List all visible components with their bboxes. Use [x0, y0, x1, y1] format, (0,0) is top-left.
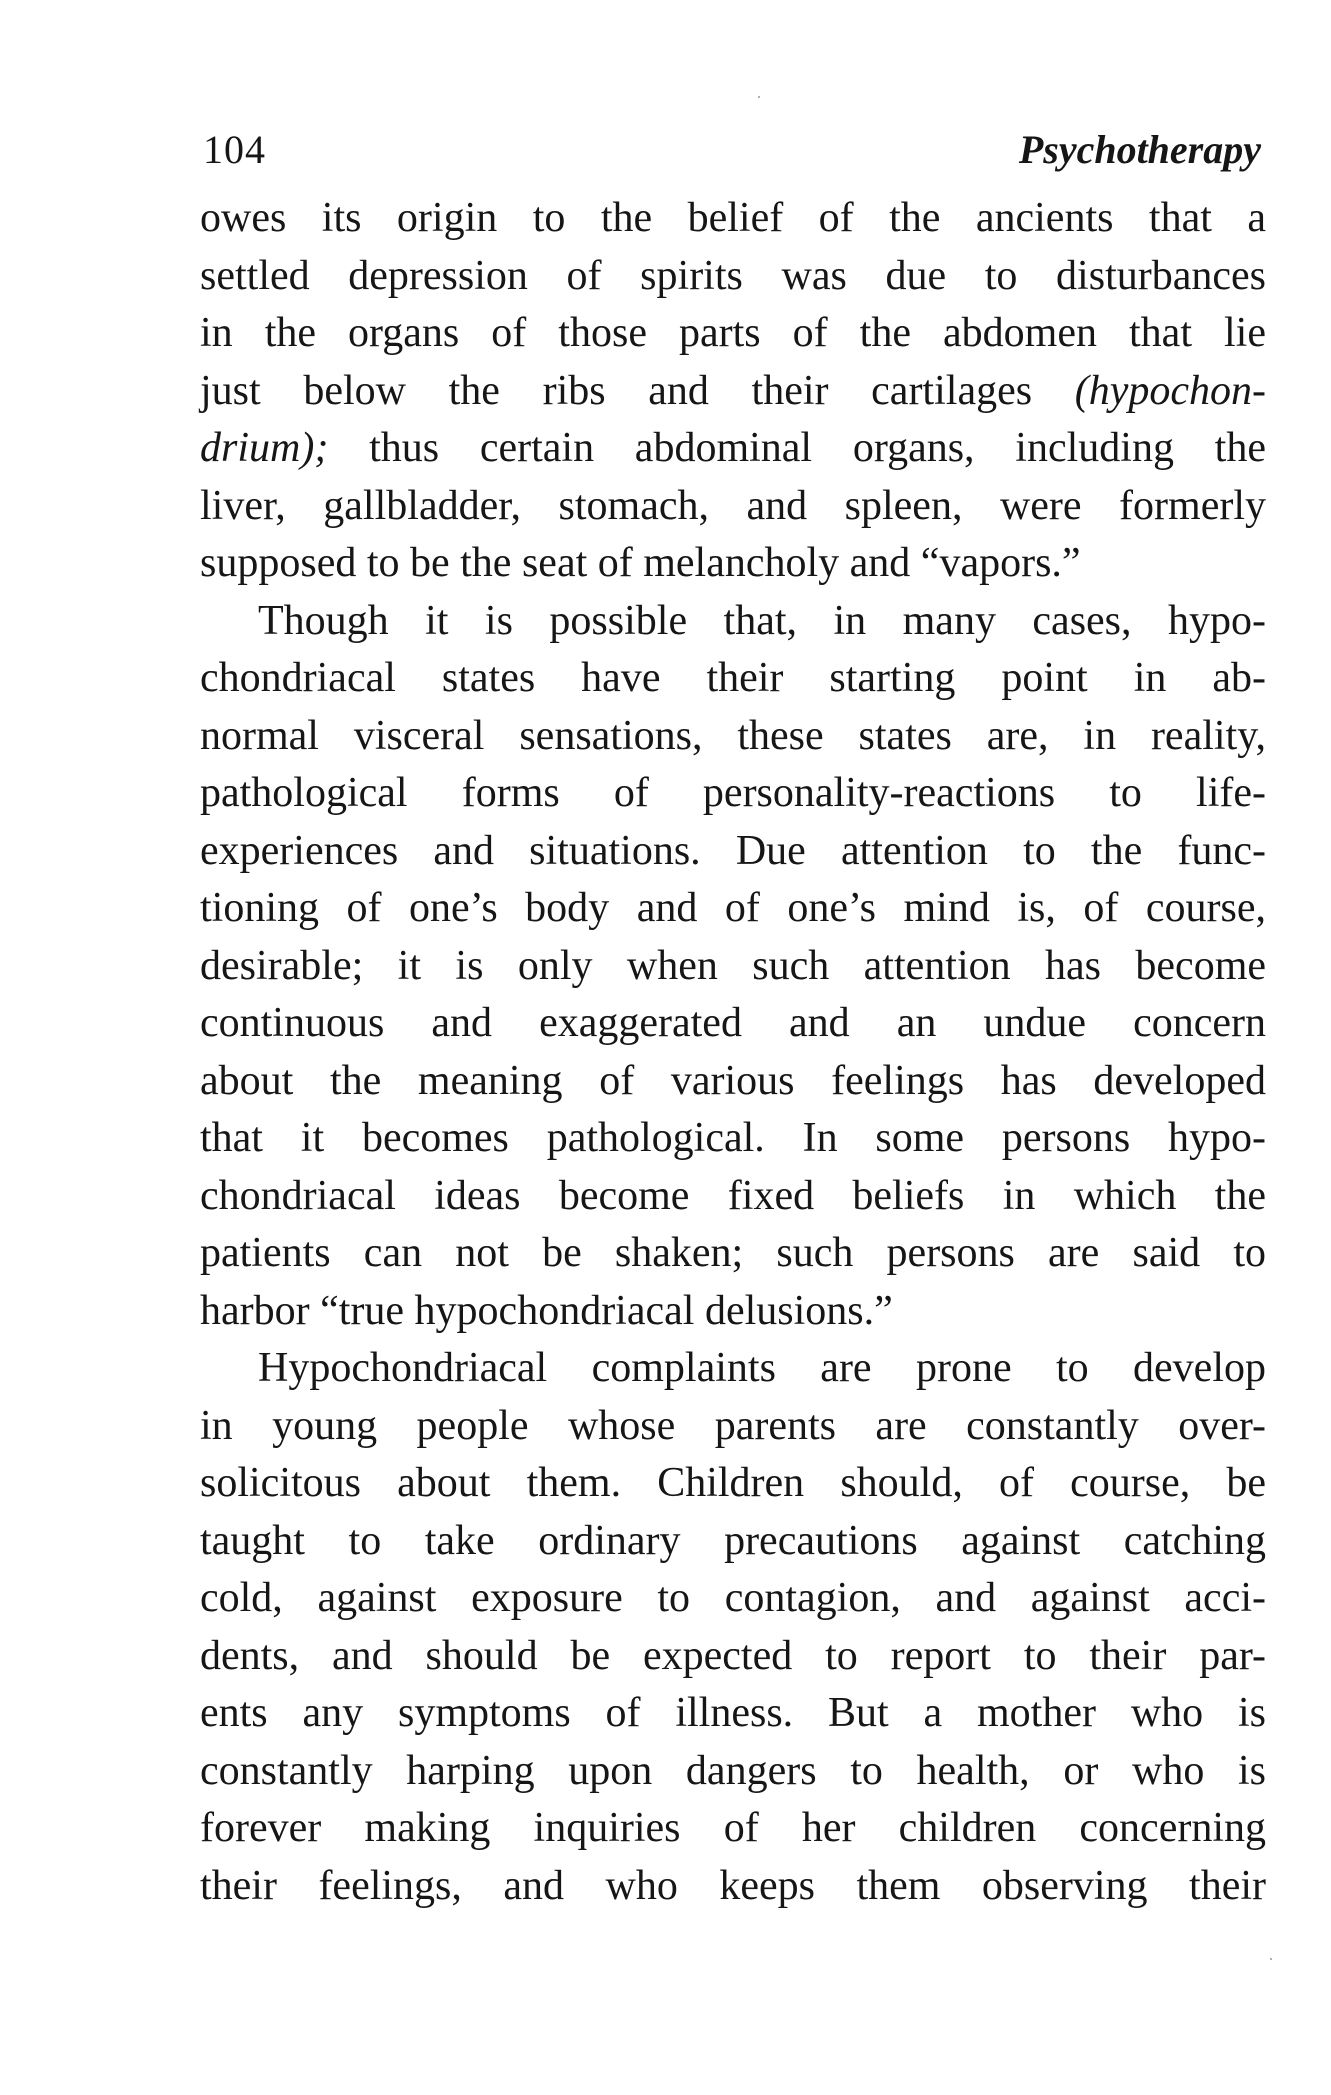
- text-line: constantly harping upon dangers to health, or who is: [200, 1747, 1266, 1794]
- text-line: Though it is possible that, in many cases, hypo-: [258, 597, 1266, 644]
- text-line: cold, against exposure to contagion, and against acci-: [200, 1575, 1266, 1621]
- text-line: pathological forms of personality-reactions to life-: [200, 770, 1266, 816]
- text-line: normal visceral sensations, these states are, in reality,: [200, 712, 1266, 759]
- running-head: Psychotherapy: [1018, 127, 1261, 172]
- text-line: harbor “true hypochondriacal delusions.”: [200, 1287, 893, 1334]
- text-line: patients can not be shaken; such persons are said to: [200, 1230, 1266, 1276]
- text-line: desirable; it is only when such attention has become: [200, 942, 1266, 989]
- text-line: in the organs of those parts of the abdomen that lie: [200, 310, 1266, 356]
- text-line: about the meaning of various feelings has developed: [200, 1057, 1266, 1104]
- text-line: forever making inquiries of her children concerning: [200, 1805, 1266, 1851]
- text-line: taught to take ordinary precautions against catching: [200, 1517, 1266, 1564]
- print-speck: [758, 96, 760, 98]
- text-line: continuous and exaggerated and an undue concern: [200, 1000, 1266, 1046]
- text-line: settled depression of spirits was due to disturbances: [200, 252, 1266, 299]
- text-line: ents any symptoms of illness. But a mother who is: [200, 1690, 1266, 1736]
- text-line: solicitous about them. Children should, of course, be: [200, 1460, 1266, 1506]
- body-text: [200, 190, 1266, 1915]
- text-line: their feelings, and who keeps them observing their: [200, 1862, 1266, 1909]
- text-line: [200, 363, 1266, 421]
- text-line: that it becomes pathological. In some persons hypo-: [200, 1115, 1266, 1161]
- text-line: chondriacal ideas become fixed beliefs in which the: [200, 1172, 1266, 1219]
- text-line: tioning of one’s body and of one’s mind is, of course,: [200, 885, 1266, 931]
- text-segment: thus certain abdominal organs, including the: [328, 425, 1266, 471]
- text-line: in young people whose parents are constantly over-: [200, 1402, 1266, 1449]
- text-segment: just below the ribs and their cartilages: [200, 367, 1075, 414]
- italic-term: drium);: [200, 425, 329, 471]
- text-line: supposed to be the seat of melancholy and “vapors.”: [200, 540, 1081, 586]
- print-speck: [1270, 1958, 1272, 1960]
- text-line: dents, and should be expected to report to their par-: [200, 1632, 1266, 1679]
- italic-term: (hypochon-: [1074, 367, 1266, 414]
- page-number: 104: [203, 127, 266, 172]
- text-line: owes its origin to the belief of the ancients that a: [200, 195, 1266, 241]
- text-line: experiences and situations. Due attention to the func-: [200, 827, 1266, 874]
- text-line: [200, 420, 1266, 478]
- text-line: liver, gallbladder, stomach, and spleen, were formerly: [200, 482, 1266, 529]
- text-line: chondriacal states have their starting point in ab-: [200, 655, 1266, 701]
- text-line: Hypochondriacal complaints are prone to develop: [258, 1345, 1266, 1391]
- page-header: [203, 120, 1261, 180]
